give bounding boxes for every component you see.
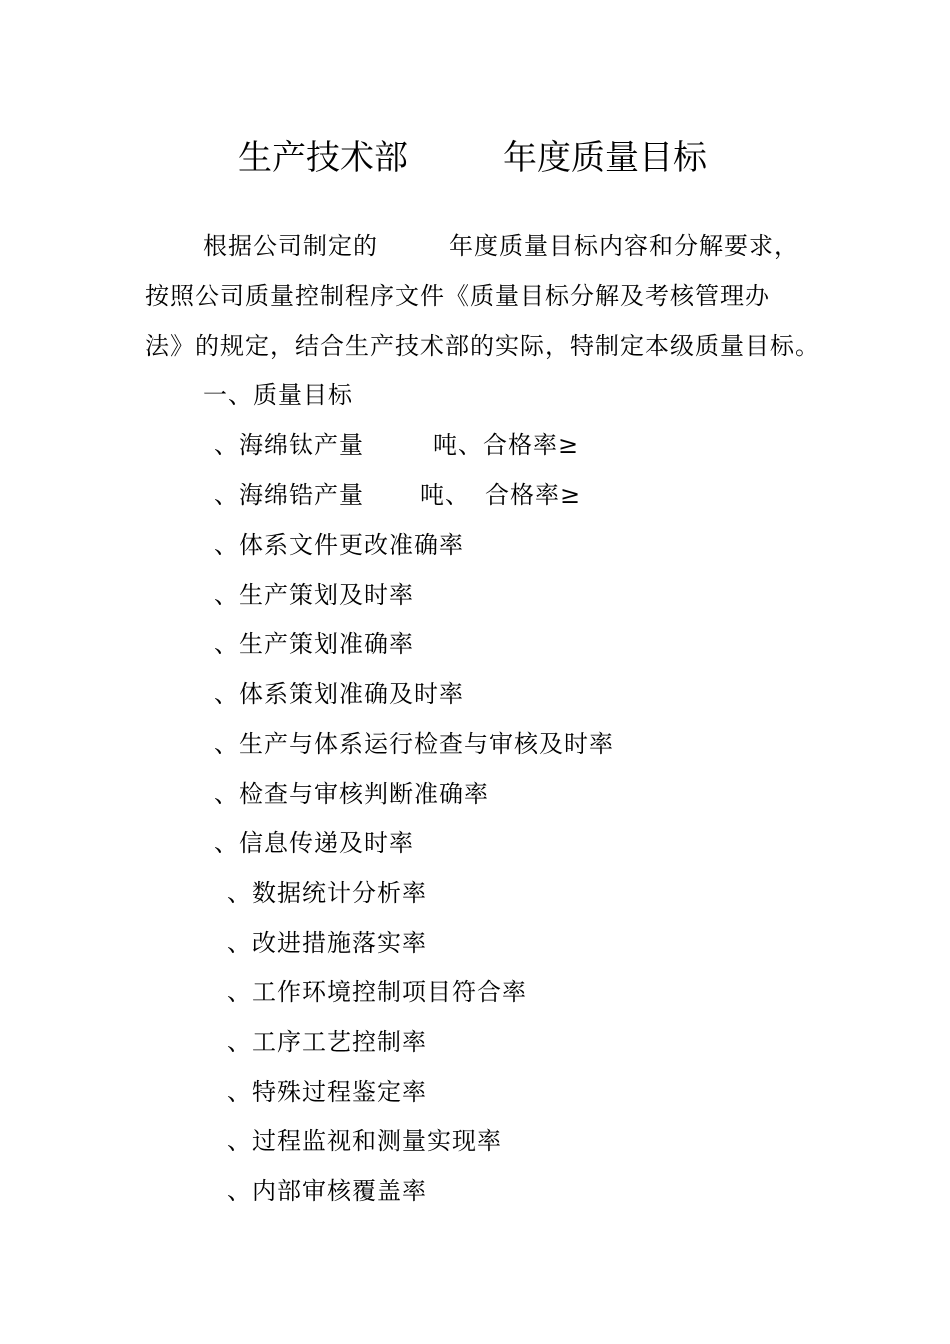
goal-item: 、生产与体系运行检查与审核及时率: [214, 730, 614, 758]
goal-unit-rate: 吨、合格率≥: [433, 431, 580, 459]
goal-rate: 合格率≥: [485, 481, 582, 509]
goal-item: 、工作环境控制项目符合率: [227, 978, 527, 1006]
goal-label: 、海绵锆产量: [214, 481, 364, 509]
goal-item: 、体系策划准确及时率: [214, 680, 464, 708]
goal-item: 、生产策划及时率: [214, 581, 414, 609]
intro-line-3: 法》的规定，结合生产技术部的实际，特制定本级质量目标。: [145, 332, 820, 360]
goal-item: 、信息传递及时率: [214, 829, 414, 857]
document-title: [0, 134, 950, 182]
intro-line-2: 按照公司质量控制程序文件《质量目标分解及考核管理办: [145, 282, 770, 310]
title-department: 生产技术部: [238, 138, 408, 178]
goal-item: 、内部审核覆盖率: [227, 1177, 427, 1205]
goal-item: 、体系文件更改准确率: [214, 531, 464, 559]
goal-item: 、数据统计分析率: [227, 879, 427, 907]
goal-item: [0, 428, 950, 462]
goal-item: [0, 478, 950, 512]
goal-item: 、过程监视和测量实现率: [227, 1127, 502, 1155]
goal-item: 、检查与审核判断准确率: [214, 780, 489, 808]
intro-line-1: [0, 229, 950, 263]
intro-line-1-start: 根据公司制定的: [203, 232, 378, 260]
goal-item: 、工序工艺控制率: [227, 1028, 427, 1056]
goal-label: 、海绵钛产量: [214, 431, 364, 459]
goal-item: 、生产策划准确率: [214, 630, 414, 658]
goal-item: 、改进措施落实率: [227, 929, 427, 957]
goal-item: 、特殊过程鉴定率: [227, 1078, 427, 1106]
goal-unit: 吨、: [420, 481, 470, 509]
intro-line-1-end: 年度质量目标内容和分解要求，: [449, 232, 799, 260]
title-annual-quality-goals: 年度质量目标: [503, 138, 707, 178]
section-heading: 一、质量目标: [203, 381, 353, 409]
